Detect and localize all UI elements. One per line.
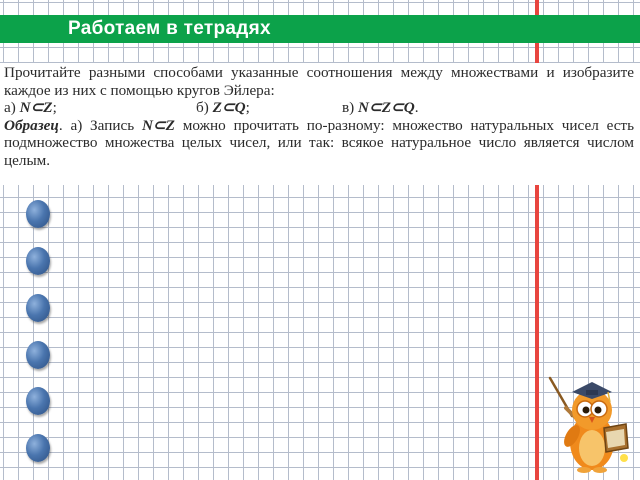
binder-ring-icon — [26, 341, 50, 369]
task-options — [4, 99, 634, 117]
option-a: а) N⊂Z; — [4, 99, 57, 116]
binder-ring-icon — [26, 434, 50, 462]
task-sample: Образец. а) Запись N⊂Z можно прочитать по-разному: множество натуральных чисел есть подмножество множества целых чисел, или так: всякое натуральное число является числом целым. — [4, 116, 634, 169]
notebook-rings — [26, 200, 54, 470]
task-intro: Прочитайте разными способами указанные соотношения между множествами и изобразите каждое из них с помощью кругов Эйлера: — [4, 64, 634, 99]
page-title: Работаем в тетрадях — [68, 18, 271, 39]
binder-ring-icon — [26, 387, 50, 415]
task-text — [4, 64, 634, 169]
owl-mascot-icon — [548, 372, 636, 476]
binder-ring-icon — [26, 294, 50, 322]
sample-label: Образец — [4, 116, 59, 134]
option-b: б) Z⊂Q; — [196, 99, 250, 116]
binder-ring-icon — [26, 200, 50, 228]
sample-formula: N⊂Z — [141, 116, 175, 134]
binder-ring-icon — [26, 247, 50, 275]
option-c: в) N⊂Z⊂Q. — [342, 99, 419, 116]
